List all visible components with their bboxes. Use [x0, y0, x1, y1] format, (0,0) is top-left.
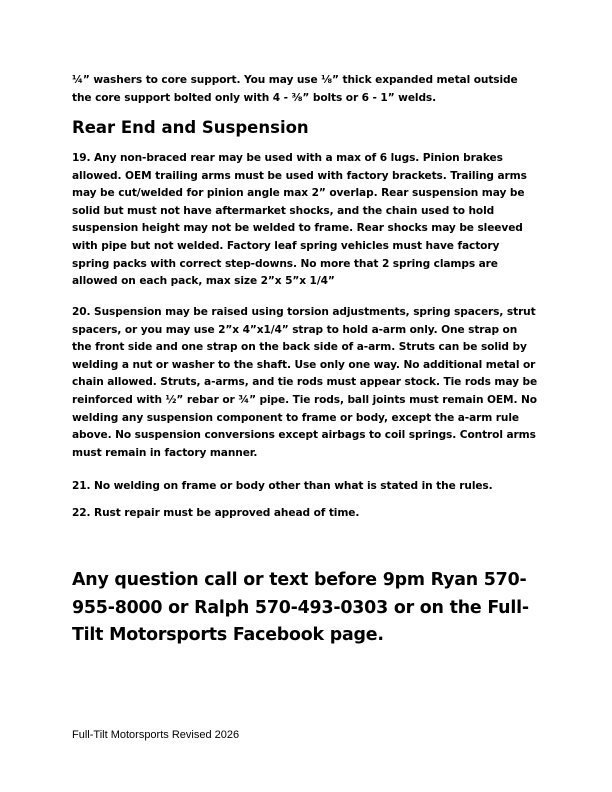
intro-paragraph: ¼” washers to core support. You may use ⅛” thick expanded metal outside the core support bolted only with 4 - ⅜” bolts or 6 - 1” welds. [72, 74, 518, 104]
rule-19-paragraph: 19. Any non-braced rear may be used with a max of 6 lugs. Pinion brakes allowed. OEM trailing arms must be used with factory brackets. Trailing arms may be cut/welded for pinion angle max 2” overlap. Rear suspension may be solid but must not have aftermarket shocks, and the chain used to hold suspension height may not be welded to frame. Rear shocks may be sleeved with pipe but not welded. Factory leaf spring vehicles must have factory spring packs with correct step-downs. No more that 2 spring clamps are allowed on each pack, max size 2”x 5”x 1/4” [72, 152, 527, 288]
contact-paragraph: Any question call or text before 9pm Ryan 570-955-8000 or Ralph 570-493-0303 or on the Full-Tilt Motorsports Facebook page. [72, 570, 529, 645]
rule-22-paragraph: 22. Rust repair must be approved ahead of time. [72, 507, 360, 519]
rule-21-paragraph: 21. No welding on frame or body other than what is stated in the rules. [72, 480, 493, 492]
page-footer: Full-Tilt Motorsports Revised 2026 [72, 729, 240, 741]
rule-20-paragraph: 20. Suspension may be raised using torsion adjustments, spring spacers, strut spacers, or you may use 2”x 4”x1/4” strap to hold a-arm only. One strap on the front side and one strap on the back side of a-arm. Struts can be solid by welding a nut or washer to the shaft. Use only one way. No additional metal or chain allowed. Struts, a-arms, and tie rods must appear stock. Tie rods may be reinforced with ½” rebar or ¾” pipe. Tie rods, ball joints must remain OEM. No welding any suspension component to frame or body, except the a-arm rule above. No suspension conversions except airbags to coil springs. Control arms must remain in factory manner. [72, 306, 538, 459]
section-heading: Rear End and Suspension [72, 118, 309, 137]
